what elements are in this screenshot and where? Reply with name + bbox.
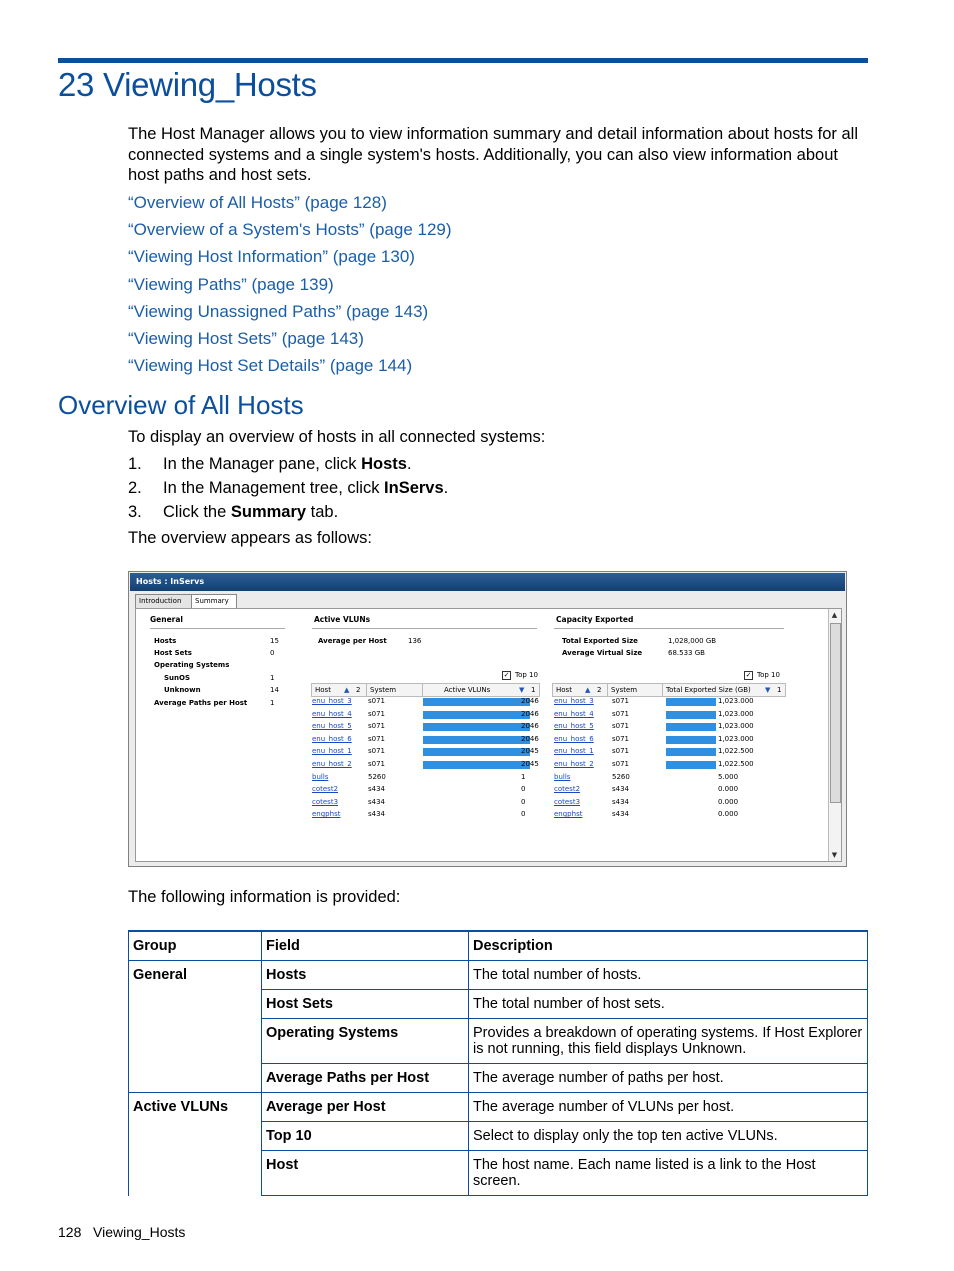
- table-row: Top 10 Select to display only the top ten active VLUNs.: [129, 1122, 868, 1151]
- system-cell: s071: [368, 709, 386, 718]
- value-bar: [666, 748, 716, 756]
- table-row: Operating Systems Provides a breakdown of operating systems. If Host Explorer is not running, this field displays Unknown.: [129, 1019, 868, 1064]
- system-cell: s434: [612, 810, 630, 819]
- header-description: Description: [473, 938, 553, 954]
- capacity-avg-value: 68.533 GB: [668, 649, 705, 657]
- vluns-avg-label: Average per Host: [318, 637, 387, 645]
- host-link[interactable]: enu_host_1: [554, 747, 594, 756]
- toc-link[interactable]: “Viewing Paths” (page 139): [128, 274, 334, 294]
- col-vluns-header[interactable]: Active VLUNs ▼ 1: [444, 686, 536, 694]
- general-label: Average Paths per Host: [154, 699, 248, 707]
- value-bar: [423, 711, 530, 719]
- table-header-row: [129, 931, 868, 961]
- chapter-rule: [58, 58, 868, 63]
- top10-checkbox[interactable]: ✓: [503, 671, 510, 679]
- value-cell: 1,023.000: [718, 709, 754, 718]
- system-cell: s071: [612, 734, 630, 743]
- system-cell: s434: [612, 785, 630, 794]
- scroll-up-icon[interactable]: ▲: [831, 611, 838, 619]
- value-cell: 0.000: [718, 797, 739, 806]
- info-table: [128, 930, 868, 1196]
- general-label: Operating Systems: [154, 661, 230, 669]
- system-cell: s071: [612, 722, 630, 731]
- header-group: Group: [133, 938, 177, 954]
- toc-link[interactable]: “Overview of All Hosts” (page 128): [128, 193, 387, 212]
- col-size-header[interactable]: Total Exported Size (GB) ▼ 1: [666, 686, 782, 694]
- general-label: Unknown: [164, 686, 201, 694]
- host-link[interactable]: cotest3: [554, 797, 581, 806]
- host-link[interactable]: enu_host_3: [312, 697, 352, 705]
- vluns-title: Active VLUNs: [314, 615, 371, 624]
- top10-checkbox[interactable]: ✓: [745, 671, 752, 679]
- value-cell: 0.000: [718, 810, 739, 819]
- section-title: Overview of All Hosts: [58, 390, 304, 420]
- system-cell: s071: [612, 709, 630, 718]
- tab-introduction[interactable]: Introduction: [135, 594, 193, 610]
- capacity-title: Capacity Exported: [556, 615, 634, 624]
- value-bar: [423, 761, 530, 769]
- vluns-avg-value: 136: [408, 637, 422, 645]
- value-bar: [666, 698, 716, 706]
- value-cell: 1,023.000: [718, 722, 754, 731]
- host-link[interactable]: engphst: [312, 810, 341, 819]
- summary-screenshot: [128, 571, 847, 867]
- general-value: 0: [270, 649, 275, 657]
- value-cell: 2046: [521, 734, 539, 743]
- top10-label: Top 10: [515, 671, 538, 679]
- following-text: The following information is provided:: [128, 888, 401, 906]
- vertical-scrollbar[interactable]: [828, 609, 841, 861]
- scroll-thumb[interactable]: [830, 623, 841, 803]
- value-cell: 1,022.500: [718, 760, 754, 768]
- top10-label: Top 10: [757, 671, 780, 679]
- value-cell: 0.000: [718, 785, 739, 794]
- system-cell: s071: [612, 697, 630, 705]
- value-cell: 1,022.500: [718, 747, 754, 756]
- table-row: General Hosts The total number of hosts.: [129, 961, 868, 990]
- table-row: Host Sets The total number of host sets.: [129, 990, 868, 1019]
- vluns-table-header: [311, 683, 540, 697]
- value-cell: 2046: [521, 722, 539, 731]
- system-cell: 5260: [612, 772, 630, 781]
- host-link[interactable]: cotest2: [554, 785, 581, 794]
- system-cell: s071: [368, 734, 386, 743]
- system-cell: s071: [368, 697, 386, 705]
- col-host-header[interactable]: Host ▲ 2: [553, 684, 608, 696]
- system-cell: s071: [612, 760, 630, 768]
- capacity-table-header: [552, 683, 786, 697]
- host-link[interactable]: cotest2: [312, 785, 339, 794]
- toc-link[interactable]: “Viewing Host Information” (page 130): [128, 247, 415, 267]
- page-footer: 128 Viewing_Hosts: [58, 1224, 186, 1240]
- value-cell: 0: [521, 810, 526, 819]
- host-link[interactable]: enu_host_2: [312, 760, 352, 768]
- general-label: SunOS: [164, 674, 191, 682]
- col-system-header[interactable]: System: [367, 684, 423, 696]
- general-value: 14: [270, 686, 279, 694]
- table-row: Average Paths per Host The average number of paths per host.: [129, 1064, 868, 1093]
- system-cell: s071: [368, 747, 386, 756]
- host-link[interactable]: enu_host_6: [312, 734, 352, 743]
- capacity-avg-label: Average Virtual Size: [562, 649, 643, 657]
- host-link[interactable]: engphst: [554, 810, 583, 819]
- system-cell: 5260: [368, 772, 386, 781]
- table-row: Active VLUNs Average per Host The average number of VLUNs per host.: [129, 1093, 868, 1122]
- host-link[interactable]: bulls: [312, 772, 329, 781]
- toc-link[interactable]: “Overview of a System's Hosts” (page 129): [128, 220, 452, 240]
- value-bar: [423, 698, 530, 706]
- divider: [150, 628, 285, 629]
- scroll-down-icon[interactable]: ▼: [831, 851, 838, 859]
- host-link[interactable]: enu_host_4: [312, 709, 352, 718]
- host-link[interactable]: enu_host_5: [554, 722, 594, 731]
- general-value: 1: [270, 699, 275, 707]
- value-cell: 5.000: [718, 772, 739, 781]
- value-cell: 0: [521, 797, 526, 806]
- capacity-total-value: 1,028,000 GB: [668, 637, 717, 645]
- host-link[interactable]: enu_host_1: [312, 747, 352, 756]
- toc-link[interactable]: “Viewing Host Set Details” (page 144): [128, 356, 413, 376]
- value-bar: [666, 736, 716, 744]
- system-cell: s434: [368, 810, 386, 819]
- general-title: General: [150, 615, 183, 624]
- col-host-header[interactable]: Host ▲ 2: [312, 684, 367, 696]
- value-cell: 0: [521, 785, 526, 794]
- host-link[interactable]: enu_host_6: [554, 734, 594, 743]
- value-bar: [423, 723, 530, 731]
- capacity-total-label: Total Exported Size: [562, 637, 638, 645]
- system-cell: s071: [368, 760, 386, 768]
- col-system-header[interactable]: System: [608, 684, 663, 696]
- divider: [312, 628, 537, 629]
- value-bar: [666, 723, 716, 731]
- value-cell: 2046: [521, 697, 539, 705]
- general-label: Hosts: [154, 637, 177, 645]
- overview-text: The overview appears as follows:: [128, 529, 372, 547]
- value-cell: 1,023.000: [718, 734, 754, 743]
- value-cell: 2045: [521, 747, 539, 756]
- system-cell: s071: [368, 722, 386, 731]
- toc-links: [128, 192, 452, 382]
- intro-paragraph: The Host Manager allows you to view information summary and detail information about hosts for all connected systems and a single system's hosts. Additionally, you can also view information about host paths and host sets.: [128, 125, 859, 184]
- system-cell: s071: [612, 747, 630, 756]
- host-link[interactable]: enu_host_5: [312, 722, 352, 731]
- summary-panel: [135, 608, 842, 862]
- value-bar: [666, 761, 716, 769]
- host-link[interactable]: enu_host_3: [554, 697, 594, 705]
- system-cell: s434: [368, 785, 386, 794]
- general-value: 1: [270, 674, 275, 682]
- header-field: Field: [266, 938, 300, 954]
- system-cell: s434: [368, 797, 386, 806]
- value-cell: 1: [521, 772, 526, 781]
- value-cell: 2046: [521, 709, 539, 718]
- general-label: Host Sets: [154, 649, 192, 657]
- value-bar: [423, 748, 530, 756]
- value-cell: 2045: [521, 760, 539, 768]
- section-intro: To display an overview of hosts in all connected systems:: [128, 428, 546, 446]
- window-title: Hosts : InServs: [130, 573, 845, 591]
- divider: [554, 628, 784, 629]
- tab-summary[interactable]: Summary: [191, 594, 237, 610]
- toc-link[interactable]: “Viewing Host Sets” (page 143): [128, 328, 364, 348]
- toc-link[interactable]: “Viewing Unassigned Paths” (page 143): [128, 301, 429, 321]
- value-bar: [423, 736, 530, 744]
- value-cell: 1,023.000: [718, 697, 754, 705]
- value-bar: [666, 711, 716, 719]
- table-row: Host The host name. Each name listed is a link to the Host screen.: [129, 1151, 868, 1196]
- system-cell: s434: [612, 797, 630, 806]
- host-link[interactable]: bulls: [554, 772, 571, 781]
- chapter-title: 23 Viewing_Hosts: [58, 66, 317, 103]
- host-link[interactable]: enu_host_2: [554, 760, 594, 768]
- host-link[interactable]: cotest3: [312, 797, 339, 806]
- general-value: 15: [270, 637, 279, 645]
- host-link[interactable]: enu_host_4: [554, 709, 594, 718]
